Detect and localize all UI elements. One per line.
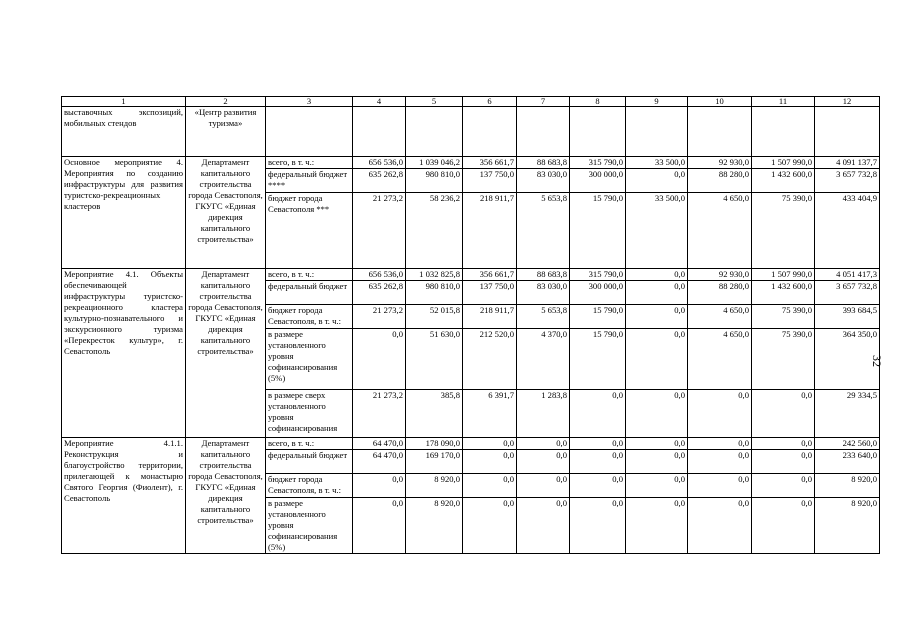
amount-cell: 0,0 (463, 438, 517, 450)
amount-cell: 4 650,0 (688, 193, 752, 269)
amount-cell: 0,0 (626, 498, 688, 554)
amount-cell: 8 920,0 (406, 474, 463, 498)
amount-cell: 21 273,2 (353, 305, 406, 329)
amount-cell: 1 432 600,0 (752, 281, 815, 305)
amount-cell: 656 536,0 (353, 157, 406, 169)
continuation-executor: «Центр развития туризма» (186, 107, 266, 157)
amount-cell: 5 653,8 (517, 193, 570, 269)
amount-cell: 3 657 732,8 (815, 281, 880, 305)
amount-cell: 0,0 (752, 438, 815, 450)
amount-cell: 15 790,0 (570, 329, 626, 390)
activity-4-1-block (62, 269, 880, 438)
col-num-5: 5 (406, 97, 463, 107)
amount-cell: 8 920,0 (815, 498, 880, 554)
amount-cell: 75 390,0 (752, 193, 815, 269)
funding-source-label: всего, в т. ч.: (266, 269, 353, 281)
amount-cell: 0,0 (688, 438, 752, 450)
amount-cell: 0,0 (570, 498, 626, 554)
continuation-row (62, 107, 880, 157)
amount-cell: 0,0 (517, 438, 570, 450)
amount-cell: 3 657 732,8 (815, 169, 880, 193)
m41-row (62, 269, 880, 281)
amount-cell: 0,0 (463, 450, 517, 474)
amount-cell: 29 334,5 (815, 390, 880, 438)
col-num-9: 9 (626, 97, 688, 107)
col-num-10: 10 (688, 97, 752, 107)
amount-cell: 33 500,0 (626, 157, 688, 169)
amount-cell: 1 507 990,0 (752, 269, 815, 281)
om4-executor: Департамент капитального строительства города Севастополя, ГКУГС «Единая дирекция капитального строительства» (186, 157, 266, 269)
amount-cell: 4 051 417,3 (815, 269, 880, 281)
amount-cell: 300 000,0 (570, 169, 626, 193)
amount-cell: 315 790,0 (570, 269, 626, 281)
amount-cell: 0,0 (688, 390, 752, 438)
col-num-11: 11 (752, 97, 815, 107)
amount-cell: 0,0 (626, 474, 688, 498)
col-num-8: 8 (570, 97, 626, 107)
amount-cell: 8 920,0 (406, 498, 463, 554)
amount-cell: 0,0 (752, 450, 815, 474)
amount-cell: 4 370,0 (517, 329, 570, 390)
amount-cell: 0,0 (517, 498, 570, 554)
amount-cell: 0,0 (688, 450, 752, 474)
amount-cell: 393 684,5 (815, 305, 880, 329)
amount-cell: 212 520,0 (463, 329, 517, 390)
amount-cell: 315 790,0 (570, 157, 626, 169)
amount-cell: 75 390,0 (752, 305, 815, 329)
m411-executor: Департамент капитального строительства города Севастополя, ГКУГС «Единая дирекция капитального строительства» (186, 438, 266, 554)
funding-source-label: в размере установленного уровня софинансирования (5%) (266, 498, 353, 554)
funding-source-label: всего, в т. ч.: (266, 438, 353, 450)
activity-4-1-1-block (62, 438, 880, 554)
amount-cell: 88 683,8 (517, 269, 570, 281)
m411-row (62, 438, 880, 450)
col-num-2: 2 (186, 97, 266, 107)
amount-cell: 88 683,8 (517, 157, 570, 169)
amount-cell: 385,8 (406, 390, 463, 438)
funding-source-label: федеральный бюджет (266, 281, 353, 305)
amount-cell: 4 091 137,7 (815, 157, 880, 169)
funding-source-label: федеральный бюджет **** (266, 169, 353, 193)
amount-cell: 1 039 046,2 (406, 157, 463, 169)
amount-cell: 1 283,8 (517, 390, 570, 438)
amount-cell: 0,0 (626, 329, 688, 390)
amount-cell: 75 390,0 (752, 329, 815, 390)
om4-activity-text: Основное мероприятие 4. Мероприятия по созданию инфраструктуры для развития туристско-рекреационных кластеров (62, 157, 186, 269)
amount-cell: 15 790,0 (570, 305, 626, 329)
amount-cell: 8 920,0 (815, 474, 880, 498)
amount-cell: 0,0 (517, 474, 570, 498)
om4-row (62, 157, 880, 169)
amount-cell: 356 661,7 (463, 157, 517, 169)
amount-cell: 137 750,0 (463, 281, 517, 305)
funding-source-label: всего, в т. ч.: (266, 157, 353, 169)
amount-cell: 21 273,2 (353, 390, 406, 438)
amount-cell: 0,0 (626, 390, 688, 438)
amount-cell: 0,0 (463, 474, 517, 498)
amount-cell: 980 810,0 (406, 281, 463, 305)
amount-cell: 88 280,0 (688, 281, 752, 305)
continuation-activity-text: выставочных экспозиций, мобильных стендов (62, 107, 186, 157)
amount-cell: 364 350,0 (815, 329, 880, 390)
amount-cell: 218 911,7 (463, 305, 517, 329)
amount-cell: 0,0 (570, 450, 626, 474)
m41-activity-text: Мероприятие 4.1. Объекты обеспечивающей инфраструктуры туристско-рекреационного кластера культурно-познавательного и экскурсионного туризма «Перекресток культур», г. Севастополь (62, 269, 186, 438)
amount-cell: 0,0 (353, 474, 406, 498)
amount-cell: 242 560,0 (815, 438, 880, 450)
amount-cell: 64 470,0 (353, 450, 406, 474)
amount-cell: 233 640,0 (815, 450, 880, 474)
amount-cell: 635 262,8 (353, 169, 406, 193)
funding-source-label: бюджет города Севастополя, в т. ч.: (266, 474, 353, 498)
amount-cell: 6 391,7 (463, 390, 517, 438)
amount-cell: 300 000,0 (570, 281, 626, 305)
amount-cell: 58 236,2 (406, 193, 463, 269)
amount-cell: 52 015,8 (406, 305, 463, 329)
amount-cell: 92 930,0 (688, 269, 752, 281)
amount-cell: 0,0 (517, 450, 570, 474)
amount-cell: 4 650,0 (688, 329, 752, 390)
amount-cell: 0,0 (353, 329, 406, 390)
amount-cell: 0,0 (626, 269, 688, 281)
page-number: 32 (870, 355, 884, 367)
amount-cell: 0,0 (570, 390, 626, 438)
amount-cell: 1 507 990,0 (752, 157, 815, 169)
amount-cell: 1 432 600,0 (752, 169, 815, 193)
amount-cell: 169 170,0 (406, 450, 463, 474)
amount-cell: 64 470,0 (353, 438, 406, 450)
amount-cell: 0,0 (570, 438, 626, 450)
amount-cell: 0,0 (463, 498, 517, 554)
amount-cell: 0,0 (752, 474, 815, 498)
col-num-12: 12 (815, 97, 880, 107)
amount-cell: 5 653,8 (517, 305, 570, 329)
amount-cell: 15 790,0 (570, 193, 626, 269)
amount-cell: 980 810,0 (406, 169, 463, 193)
col-num-6: 6 (463, 97, 517, 107)
amount-cell: 21 273,2 (353, 193, 406, 269)
funding-source-label: бюджет города Севастополя, в т. ч.: (266, 305, 353, 329)
funding-source-label: бюджет города Севастополя *** (266, 193, 353, 269)
amount-cell: 635 262,8 (353, 281, 406, 305)
funding-source-label: в размере установленного уровня софинансирования (5%) (266, 329, 353, 390)
amount-cell: 0,0 (626, 438, 688, 450)
amount-cell: 1 032 825,8 (406, 269, 463, 281)
funding-source-label: федеральный бюджет (266, 450, 353, 474)
amount-cell: 4 650,0 (688, 305, 752, 329)
amount-cell: 0,0 (353, 498, 406, 554)
m41-executor: Департамент капитального строительства города Севастополя, ГКУГС «Единая дирекция капитального строительства» (186, 269, 266, 438)
amount-cell: 33 500,0 (626, 193, 688, 269)
amount-cell: 0,0 (626, 169, 688, 193)
funding-source-label: в размере сверх установленного уровня софинансирования (266, 390, 353, 438)
amount-cell: 51 630,0 (406, 329, 463, 390)
amount-cell: 656 536,0 (353, 269, 406, 281)
amount-cell: 92 930,0 (688, 157, 752, 169)
amount-cell: 0,0 (626, 281, 688, 305)
amount-cell: 0,0 (570, 474, 626, 498)
amount-cell: 137 750,0 (463, 169, 517, 193)
col-num-1: 1 (62, 97, 186, 107)
amount-cell: 0,0 (626, 450, 688, 474)
amount-cell: 0,0 (688, 474, 752, 498)
col-num-7: 7 (517, 97, 570, 107)
budget-table (61, 96, 880, 554)
amount-cell: 0,0 (626, 305, 688, 329)
amount-cell: 356 661,7 (463, 269, 517, 281)
amount-cell: 88 280,0 (688, 169, 752, 193)
column-number-row (62, 97, 880, 107)
amount-cell: 218 911,7 (463, 193, 517, 269)
m411-activity-text: Мероприятие 4.1.1. Реконструкция и благоустройство территории, прилегающей к монастырю Святого Георгия (Фиолент), г. Севастополь (62, 438, 186, 554)
amount-cell: 0,0 (752, 390, 815, 438)
main-activity-4-block (62, 157, 880, 269)
col-num-4: 4 (353, 97, 406, 107)
amount-cell: 0,0 (688, 498, 752, 554)
amount-cell: 83 030,0 (517, 281, 570, 305)
amount-cell: 433 404,9 (815, 193, 880, 269)
amount-cell: 83 030,0 (517, 169, 570, 193)
amount-cell: 178 090,0 (406, 438, 463, 450)
amount-cell: 0,0 (752, 498, 815, 554)
col-num-3: 3 (266, 97, 353, 107)
